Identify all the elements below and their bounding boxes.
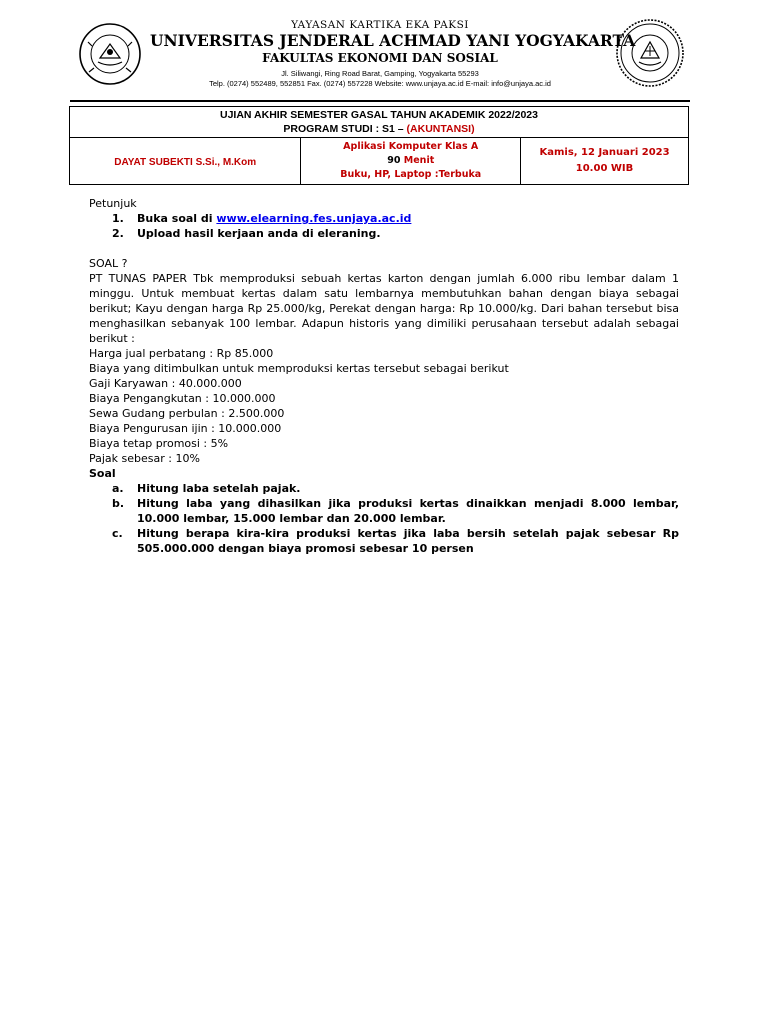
elearning-link[interactable]: www.elearning.fes.unjaya.ac.id: [216, 212, 412, 225]
soal-item: [89, 526, 679, 556]
soal-item: [89, 496, 679, 526]
duration-unit: Menit: [403, 155, 435, 166]
letterhead-rule: [70, 100, 690, 102]
duration: [301, 154, 520, 168]
exam-info-table: [69, 106, 689, 185]
instruction-item: [89, 226, 679, 241]
question-line: Sewa Gudang perbulan : 2.500.000: [89, 407, 285, 420]
faculty-name: FAKULTAS EKONOMI DAN SOSIAL: [262, 51, 498, 65]
question-line: Biaya Pengangkutan : 10.000.000: [89, 392, 276, 405]
program-prefix: PROGRAM STUDI : S1 –: [283, 123, 407, 135]
course-cell: [301, 138, 521, 185]
question-line: Harga jual perbatang : Rp 85.000: [89, 347, 274, 360]
program-line: [70, 122, 688, 136]
contact-info: Telp. (0274) 552489, 552851 Fax. (0274) 557228 Website: www.unjaya.ac.id E-mail: info@unjaya.ac.id: [209, 79, 551, 88]
question-line: Gaji Karyawan : 40.000.000: [89, 377, 242, 390]
instruction-item: [89, 211, 679, 226]
letterhead: [70, 18, 690, 100]
spacer: [89, 241, 679, 256]
exam-details-row: [70, 138, 689, 185]
exam-title-cell: [70, 107, 689, 138]
program-name: (AKUNTANSI): [406, 123, 475, 135]
soal-item-text: Hitung laba yang dihasilkan jika produksi kertas dinaikkan menjadi 8.000 lembar, 10.000 lembar, 15.000 lembar dan 20.000 lembar.: [137, 497, 679, 525]
soal-label: Soal: [89, 467, 116, 480]
soal-item-text: Hitung laba setelah pajak.: [137, 482, 301, 495]
duration-number: 90: [387, 155, 401, 166]
soal-item-letter: c.: [112, 527, 123, 540]
university-name: UNIVERSITAS JENDERAL ACHMAD YANI YOGYAKARTA: [150, 31, 636, 50]
instruction-text: Upload hasil kerjaan anda di eleraning.: [137, 227, 381, 240]
date-cell: [521, 138, 689, 185]
exam-title-row: [70, 107, 689, 138]
question-line: Biaya tetap promosi : 5%: [89, 437, 229, 450]
instructions-heading: Petunjuk: [89, 197, 137, 210]
university-seal-logo: [615, 18, 685, 88]
instructions-list: [89, 211, 679, 241]
soal-item-letter: b.: [112, 497, 125, 510]
exam-body: [89, 196, 679, 556]
soal-item: [89, 481, 679, 496]
exam-time: 10.00 WIB: [575, 163, 634, 174]
question-paragraph: PT TUNAS PAPER Tbk memproduksi sebuah kertas karton dengan jumlah 6.000 ribu lembar dalam 1 minggu. Untuk membuat kertas dalam satu lembarnya membutuhkan bahan dengan biaya sebagai berikut; Kayu dengan harga Rp 25.000/kg, Perekat dengan harga: Rp 10.000/kg. Dari bahan tersebut bisa menghasilkan sebanyak 100 lembar. Adapun historis yang dimiliki perusahaan tersebut adalah sebagai berikut :: [89, 272, 679, 345]
soal-item-text: Hitung berapa kira-kira produksi kertas jika laba bersih setelah pajak sebesar Rp 505.000.000 dengan biaya promosi sebesar 10 persen: [137, 527, 679, 555]
question-heading: SOAL ?: [89, 257, 128, 270]
instruction-number: 1.: [112, 212, 124, 225]
question-line: Biaya yang ditimbulkan untuk memproduksi kertas tersebut sebagai berikut: [89, 362, 509, 375]
instruction-text: Buka soal di: [137, 212, 217, 225]
course-name: Aplikasi Komputer Klas A: [343, 141, 479, 152]
instruction-number: 2.: [112, 227, 124, 240]
soal-item-letter: a.: [112, 482, 124, 495]
letterhead-text: [150, 18, 636, 89]
lecturer-name: DAYAT SUBEKTI S.Si., M.Kom: [114, 157, 257, 168]
address: Jl. Siliwangi, Ring Road Barat, Gamping, Yogyakarta 55293: [281, 69, 479, 78]
lecturer-cell: [70, 138, 301, 185]
foundation-name: YAYASAN KARTIKA EKA PAKSI: [291, 19, 469, 31]
exam-title: UJIAN AKHIR SEMESTER GASAL TAHUN AKADEMIK 2022/2023: [220, 109, 538, 121]
soal-list: [89, 481, 679, 556]
question-line: Pajak sebesar : 10%: [89, 452, 200, 465]
question-line: Biaya Pengurusan ijin : 10.000.000: [89, 422, 282, 435]
yayasan-seal-logo: [78, 22, 142, 86]
materials: Buku, HP, Laptop :Terbuka: [340, 169, 482, 180]
exam-date: Kamis, 12 Januari 2023: [539, 147, 670, 158]
